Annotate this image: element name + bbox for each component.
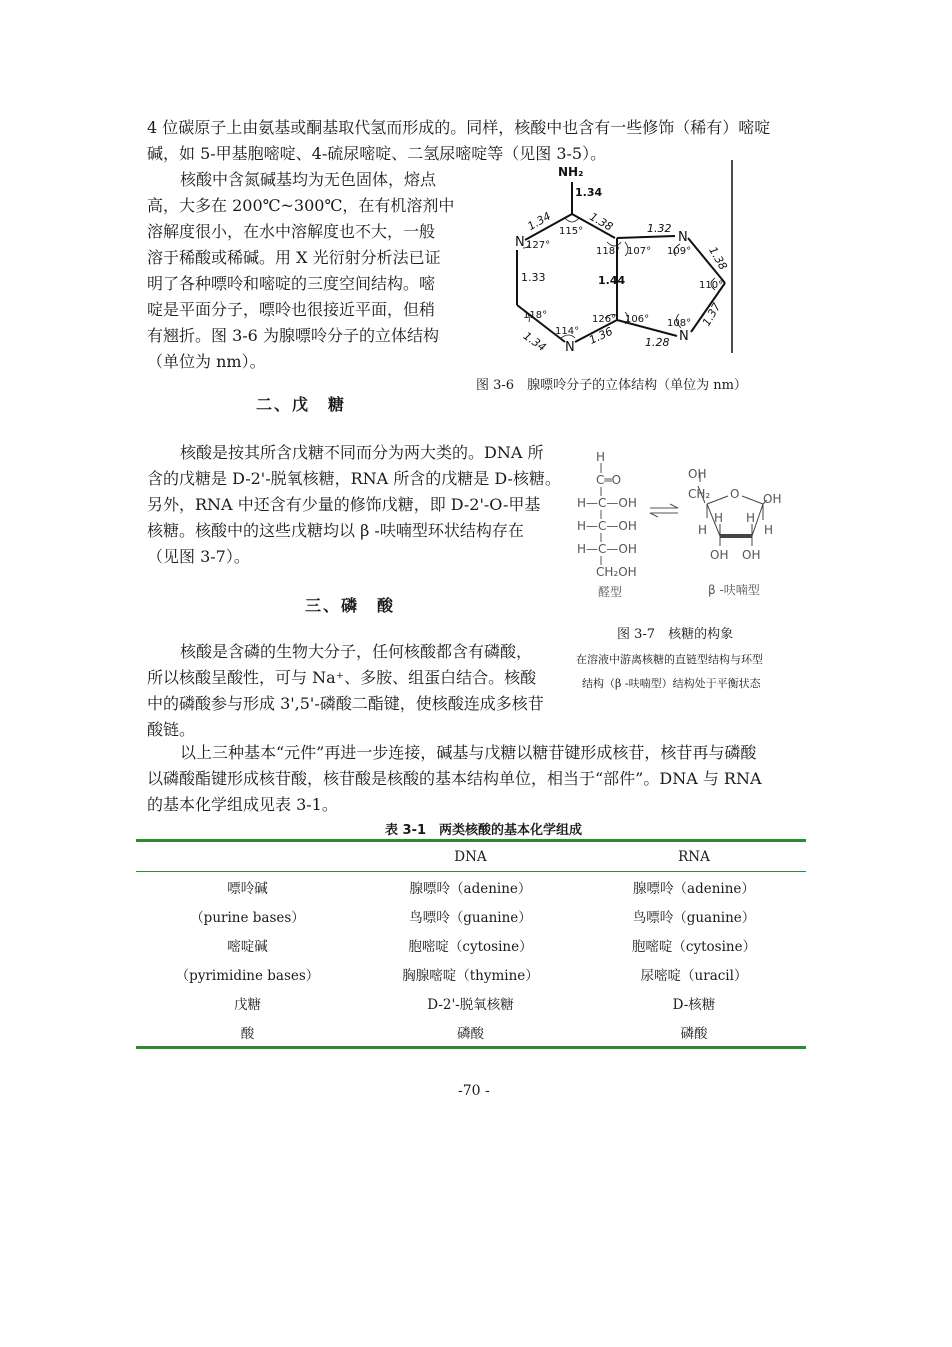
table-row [136, 930, 806, 959]
figure-3-7-note: 在溶液中游离核糖的直链型结构与环型 [576, 653, 763, 666]
intro-line-1: 4 位碳原子上由氨基或酮基取代氢而形成的。同样，核酸中也含有一些修饰（稀有）嘧啶 [147, 118, 771, 137]
table-cell: 腺嘌呤（adenine） [633, 880, 755, 897]
angle-label: 126° [592, 314, 617, 325]
table-row [136, 1017, 806, 1048]
aldehyde-form-label: 醛型 [598, 585, 623, 599]
n-atom-label: N [678, 230, 688, 245]
chain-atom: H—C—OH [577, 496, 637, 510]
bond-label: 1.28 [645, 336, 670, 349]
table-cell: 嘌呤碱 [227, 880, 268, 897]
composition-table [136, 839, 806, 1049]
angle-label: 110° [699, 280, 724, 291]
angle-label: 107° [627, 246, 652, 257]
table-title: 表 3-1 两类核酸的基本化学组成 [385, 823, 583, 838]
ring-atom: H [764, 523, 774, 537]
table-row [136, 959, 806, 988]
bond-label: 1.36 [587, 324, 615, 347]
bases-line: 明了各种嘌呤和嘧啶的三度空间结构。嘧 [147, 274, 436, 293]
ring-atom: H [714, 511, 724, 525]
adenine-structure-figure [495, 160, 745, 360]
table-row [136, 988, 806, 1017]
table-cell: 戊糖 [234, 996, 261, 1013]
intro-line-2: 碱，如 5-甲基胞嘧啶、4-硫尿嘧啶、二氢尿嘧啶等（见图 3-5）。 [147, 144, 607, 163]
table-cell: 鸟嘌呤（guanine） [409, 909, 532, 926]
table-cell: 酸 [240, 1025, 255, 1042]
summary-line: 以磷酸酯键形成核苷酸，核苷酸是核酸的基本结构单位，相当于“部件”。DNA 与 RNA [147, 769, 762, 788]
phosphate-line: 酸链。 [147, 720, 196, 739]
table-cell: 鸟嘌呤（guanine） [632, 909, 756, 926]
summary-line: 的基本化学组成见表 3-1。 [147, 795, 338, 814]
bond-label: 1.34 [525, 209, 554, 234]
n-atom-label: N [515, 235, 525, 250]
figure-3-6-caption: 图 3-6 腺嘌呤分子的立体结构（单位为 nm） [476, 378, 747, 393]
bond-label: 1.38 [706, 244, 730, 273]
angle-label: 118° [523, 310, 548, 321]
phosphate-line: 中的磷酸参与形成 3',5'-磷酸二酯键，使核酸连成多核苷 [147, 694, 544, 713]
n-atom-label: N [565, 340, 575, 355]
sugar-line: （见图 3-7）。 [147, 547, 250, 566]
table-cell: D-核糖 [672, 996, 716, 1013]
angle-label: 115° [559, 226, 584, 237]
phosphate-line: 核酸是含磷的生物大分子，任何核酸都含有磷酸， [180, 642, 533, 661]
sugar-line: 含的戊糖是 D-2'-脱氧核糖，RNA 所含的戊糖是 D-核糖。 [147, 469, 561, 488]
angle-label: 127° [526, 240, 551, 251]
ring-atom: OH [763, 492, 782, 506]
ribose-conformation-figure [570, 448, 790, 603]
chain-atom: H—C—OH [577, 519, 637, 533]
bond-label: 1.34 [575, 186, 603, 199]
angle-label: 118° [596, 246, 621, 257]
angle-label: 106° [625, 314, 650, 325]
summary-line: 以上三种基本“元件”再进一步连接，碱基与戊糖以糖苷键形成核苷，核苷再与磷酸 [180, 743, 757, 762]
bond-label: 1.34 [520, 329, 549, 355]
bond-label: 1.32 [647, 222, 672, 235]
figure-3-7-note: 结构（β -呋喃型）结构处于平衡状态 [582, 677, 761, 690]
table-header-cell: RNA [678, 848, 710, 865]
bases-line: 溶解度很小，在水中溶解度也不大，一般 [147, 222, 436, 241]
sugar-line: 核酸是按其所含戊糖不同而分为两大类的。DNA 所 [180, 443, 544, 462]
table-row [136, 872, 806, 902]
angle-label: 108° [667, 318, 692, 329]
section-heading-pentose: 二、戊 糖 [256, 395, 347, 414]
page-number: -70 - [458, 1083, 490, 1099]
chain-atom: C═O [596, 473, 622, 487]
bases-line: 溶于稀酸或稀碱。用 X 光衍射分析法已证 [147, 248, 441, 267]
table-cell: 尿嘧啶（uracil） [640, 967, 748, 984]
furanose-form-label: β -呋喃型 [708, 583, 760, 597]
sugar-line: 核糖。核酸中的这些戊糖均以 β -呋喃型环状结构存在 [147, 521, 524, 540]
table-cell: 腺嘌呤（adenine） [409, 880, 532, 897]
sugar-line: 另外，RNA 中还含有少量的修饰戊糖，即 D-2'-O-甲基 [147, 495, 541, 514]
table-row [136, 901, 806, 930]
ring-atom: OH [710, 548, 729, 562]
angle-label: 109° [667, 246, 692, 257]
bases-line: 啶是平面分子，嘌呤也很接近平面，但稍 [147, 300, 436, 319]
bond-label: 1.38 [587, 210, 616, 234]
table-cell: 磷酸 [680, 1025, 708, 1042]
bond-label: 1.37 [699, 300, 724, 329]
ring-atom: OH [742, 548, 761, 562]
chain-atom: H [596, 450, 606, 464]
table-cell: 胞嘧啶（cytosine） [408, 938, 533, 955]
bases-line: 有翘折。图 3-6 为腺嘌呤分子的立体结构 [147, 326, 439, 345]
bond-label: 1.44 [598, 274, 626, 287]
table-cell: 磷酸 [457, 1025, 484, 1042]
table-cell: D-2'-脱氧核糖 [427, 996, 514, 1013]
angle-label: 114° [555, 326, 580, 337]
bond-label: 1.33 [521, 271, 546, 284]
chain-atom: H—C—OH [577, 542, 637, 556]
phosphate-line: 所以核酸呈酸性，可与 Na⁺、多胺、组蛋白结合。核酸 [147, 668, 537, 687]
ring-atom: H [746, 511, 756, 525]
table-cell: 胸腺嘧啶（thymine） [402, 967, 539, 984]
table-cell: （pyrimidine bases） [175, 967, 320, 984]
ring-atom: H [698, 523, 708, 537]
bases-line: 高，大多在 200℃~300℃，在有机溶剂中 [147, 196, 455, 215]
section-heading-phosphate: 三、磷 酸 [305, 596, 396, 615]
table-cell: 嘧啶碱 [227, 938, 268, 955]
nh2-label: NH₂ [558, 165, 584, 179]
bases-line: （单位为 nm）。 [147, 352, 266, 371]
table-header-cell: DNA [454, 848, 487, 865]
table-cell: 胞嘧啶（cytosine） [631, 938, 757, 955]
ring-atom: O [730, 487, 740, 501]
ring-atom: OH [688, 467, 707, 481]
table-header-row [136, 841, 806, 872]
ring-atom: CH₂ [688, 487, 711, 501]
table-header-cell [136, 841, 359, 872]
n-atom-label: N [679, 329, 689, 344]
table-cell: （purine bases） [190, 909, 305, 926]
figure-3-7-title: 图 3-7 核糖的构象 [617, 627, 734, 642]
bases-line: 核酸中含氮碱基均为无色固体，熔点 [180, 170, 437, 189]
chain-atom: CH₂OH [596, 565, 637, 579]
